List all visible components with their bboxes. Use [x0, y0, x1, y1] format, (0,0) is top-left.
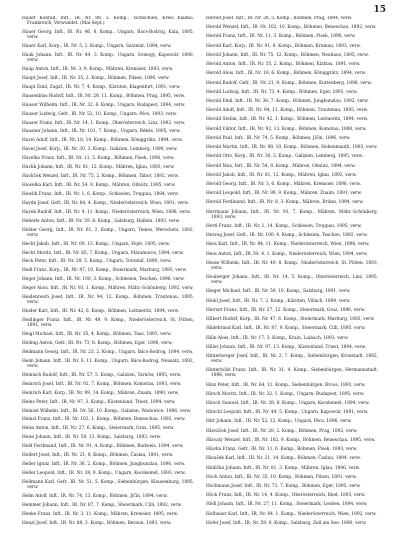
- list-entry: Helfert Josef, Inft., IR. Nr. 21, 8. Komp., Böhmen, Časlau, 1891, verw.: [22, 453, 174, 459]
- list-entry: Haupt Josef, Inft., IR. Nr. 35, 2. Komp., Böhmen, Pilsen, 1896, verw.: [22, 75, 170, 81]
- list-entry: Herold Ferdinand, Inft., IR. Nr. 8, 3. Komp., Mähren, Brünn, 1894, verw.: [206, 200, 364, 206]
- list-entry: Herold Johann, Inft., IR. Nr. 75, 12. Komp., Böhmen, Neuhaus, 1895, verw.: [206, 52, 369, 58]
- list-entry: Hierzer Franz, Inft., IR. Nr. 27, 12. Komp., Steiermark, Graz, 1896, verw.: [206, 307, 366, 313]
- list-entry: Hirsch Samuel, Inft., IR. Nr. 38, 8. Komp., Ungarn, Kecskemét, 1894, verw.: [206, 401, 370, 406]
- list-entry: Heidinger Franz, Inft., IR. Nr. 49, 9. Komp., Niederösterreich, St. Pölten, 1891, verw.: [22, 318, 194, 329]
- list-entry: Havel Adolf, Inft., IR. Nr. 18, 14. Komp., Böhmen, Königgrätz, 1894, verw.: [22, 138, 183, 144]
- list-entry: Hirt Johann, Inft., IR. Nr. 52, 12. Komp., Ungarn, Pécs, 1896, verw.: [206, 419, 352, 425]
- list-entry: Heger Alois, Inft., IR. Nr. 93, 1. Komp., Mähren, Mähr.-Schönberg, 1892, verw.: [22, 286, 194, 292]
- list-entry: Hesse Wilhelm, Inft., IR. Nr. 49, 8. Komp., Niederösterreich, St. Pölten, 1893, verw.: [206, 260, 378, 271]
- list-entry: Hecht Jakob, Inft., IR. Nr. 69, 13. Komp., Ungarn, Fejér, 1895, verw.: [22, 241, 170, 247]
- list-entry: Havel Josef, Korp., IR. Nr. 30, 3. Komp., Galizien, Lemberg, 1890, verw.: [22, 147, 178, 153]
- list-entry: Hecht Moritz, Inft., IR. Nr. 85, 7. Komp., Ungarn, Máramaros, 1894, verw.: [22, 250, 184, 256]
- list-entry: Hellmann Karl, Gefr., IR. Nr. 51, 5. Komp., Siebenbürgen, Klausenburg, 1895, verw.: [22, 479, 194, 490]
- list-entry: Herold Georg, Inft., IR. Nr. 3, 6. Komp., Mähren, Kremsier, 1896, verw.: [206, 181, 361, 187]
- list-entry: Herold Emil, Inft., IR. Nr. 36, 7. Komp., Böhmen, Jungbunzlau, 1892, verw.: [206, 98, 369, 104]
- list-entry: Hofer Josef, Inft., IR. Nr. 59, 8. Komp., Salzburg, Zell am See, 1896, verw.: [206, 520, 367, 526]
- list-entry: Hille Alois, Inft., IR. Nr. 17, 3. Komp., Krain, Laibach, 1893, verw.: [206, 335, 349, 341]
- list-entry: Hildebrand Karl, Inft., IR. Nr. 87, 9. Komp., Steiermark, Cilli, 1895, verw.: [206, 326, 366, 332]
- list-entry: Hlaváček Josef, Inft., IR. Nr. 28, 2. Komp., Böhmen, Prag, 1892, verw.: [206, 428, 358, 434]
- list-entry: Herold Jakob, Inft., IR. Nr. 81, 12. Komp., Mähren, Iglau, 1892, verw.: [206, 172, 357, 178]
- list-entry: Hilbert Rudolf, Korp., IR. Nr. 47, 6. Komp., Steiermark, Marburg, 1892, verw.: [206, 317, 375, 323]
- list-entry: Hauser Ludwig, Gefr., IR. Nr. 52, 10. Komp., Ungarn, Pécs, 1893, verw.: [22, 111, 178, 117]
- list-entry: Hess Anton, Inft., IR. Nr. 4, 1. Komp., Niederösterreich, Wien, 1894, verw.: [206, 251, 368, 257]
- list-entry: Heck Peter, Inft., IR. Nr. 29, 5. Komp., Ungarn, Torontál, 1890, verw.: [22, 259, 172, 265]
- columns: [22, 16, 378, 526]
- list-entry: Hebler Georg, Inft., IR. Nr. 61, 2. Komp., Ungarn, Temes, Werschetz, 1892, verw.: [22, 227, 194, 238]
- list-entry: Heinisch Rudolf, Inft., IR. Nr. 57, 5. Komp., Galizien, Tarnów, 1895, verw.: [22, 372, 182, 378]
- list-entry: Hauer Konrad, Inft., IR. Nr. 88, 5. Komp., Tschechien, Kreis Kladno, Frankreich, Verwundet. (Mai-Sept.): [22, 16, 194, 27]
- list-entry: Hauk Johann, Inft., IR. Nr. 44, 3. Komp., Ungarn, Somogy, Kaposvár, 1890, verw.: [22, 52, 194, 64]
- list-entry: Herold Josef, Inft., IR. Nr. 28, 5. Komp., Böhmen, Prag, 1894, verw.: [206, 16, 353, 21]
- list-entry: Hloušek Karl, Inft., IR. Nr. 21, 14. Komp., Böhmen, Časlau, 1894, verw.: [206, 456, 361, 462]
- list-entry: Hinz Peter, Inft., IR. Nr. 64, 11. Komp., Siebenbürgen, Broos, 1893, verw.: [206, 382, 366, 388]
- list-entry: Hirsch Moritz, Inft., IR. Nr. 32, 1. Komp., Ungarn, Budapest, 1895, verw.: [206, 391, 365, 397]
- list-entry: Hauer Georg, Inft., IR. Nr. 46, 8. Komp., Ungarn, Bács-Bodrog, Kula, 1895, verw.: [22, 30, 194, 41]
- list-entry: Hess Karl, Inft., IR. Nr. 84, 11. Komp., Niederösterreich, Wien, 1896, verw.: [206, 242, 370, 248]
- list-entry: Heinrich Karl, Korp., IR. Nr. 99, 14. Komp., Mähren, Znaim, 1890, verw.: [22, 390, 180, 396]
- list-entry: Höck Franz, Inft., IR. Nr. 14, 4. Komp., Oberösterreich, Ried, 1893, verw.: [206, 493, 366, 499]
- list-entry: Herold Karl, Korp., IR. Nr. 91, 8. Komp., Böhmen, Krumau, 1893, verw.: [206, 43, 361, 49]
- list-entry: Hertl Franz, Inft., IR. Nr. 1, 14. Komp., Schlesien, Troppau, 1895, verw.: [206, 223, 362, 229]
- list-entry: Hawelka Karl, Inft., IR. Nr. 54, 9. Komp., Mähren, Olmütz, 1895, verw.: [22, 182, 176, 188]
- list-entry: Hausenblas Rudolf, Inft., IR. Nr. 28, 11. Komp., Böhmen, Prag, 1895, verw.: [22, 93, 186, 99]
- list-entry: Herzog Josef, Gefr., IR. Nr. 100, 4. Komp., Schlesien, Teschen, 1892, verw.: [206, 233, 368, 239]
- list-entry: Herold Anton, Inft., IR. Nr. 35, 2. Komp., Böhmen, Klattau, 1891, verw.: [206, 62, 361, 68]
- list-entry: Heller Leopold, Inft., IR. Nr. 38, 9. Komp., Ungarn, Kecskemét, 1893, verw.: [22, 470, 186, 476]
- list-entry: Hödl Johann, Inft., IR. Nr. 27, 11. Komp., Steiermark, Leoben, 1894, verw.: [206, 502, 368, 508]
- list-entry: Heinzl Franz, Inft., IR. Nr. 102, 1. Komp., Böhmen, Beneschau, 1892, verw.: [22, 417, 186, 423]
- list-entry: Heigl Michael, Inft., IR. Nr. 35, 4. Komp., Böhmen, Taus, 1893, verw.: [22, 332, 172, 338]
- list-entry: Heiss Johann, Inft., IR. Nr. 59, 12. Komp., Salzburg, 1893, verw.: [22, 435, 162, 441]
- list-entry: Heiss Anton, Inft., IR. Nr. 27, 6. Komp., Steiermark, Graz, 1895, verw.: [22, 426, 175, 432]
- list-entry: Herold Franz, Inft., IR. Nr. 11, 3. Komp., Böhmen, Pisek, 1896, verw.: [206, 34, 356, 40]
- list-entry: Hawlik Franz, Inft., IR. Nr. 1, 6. Komp., Schlesien, Troppau, 1894, verw.: [22, 191, 179, 197]
- list-entry: Hinterhölzl Franz, Inft., IR. Nr. 31, 4. Komp., Siebenbürgen, Hermannstadt, 1896, verw.: [206, 368, 378, 379]
- list-entry: Hieger Michael, Inft., IR. Nr. 59, 10. Komp., Salzburg, 1891, verw.: [206, 289, 351, 295]
- list-entry: Hayek Rudolf, Inft., IR. Nr. 4, 11. Komp., Niederösterreich, Wien, 1896, verw.: [22, 209, 191, 215]
- list-entry: Hausner Johann, Inft., IR. Nr. 101, 7. Komp., Ungarn, Békés, 1895, verw.: [22, 129, 181, 135]
- list-entry: Hemmer Johann, Inft., IR. Nr. 87, 7. Komp., Steiermark, Cilli, 1892, verw.: [22, 502, 182, 508]
- list-entry: Heiling Anton, Gefr., IR. Nr. 73, 8. Komp., Böhmen, Eger, 1896, verw.: [22, 340, 173, 346]
- list-entry: Hofbauer Karl, Inft., IR. Nr. 84, 1. Komp., Niederösterreich, Wien, 1892, verw.: [206, 511, 377, 517]
- list-entry: Havlík Johann, Inft., IR. Nr. 81, 12. Komp., Mähren, Iglau, 1893, verw.: [22, 165, 175, 171]
- list-entry: Herold Wenzel, Inft., IR. Nr. 102, 10. Komp., Böhmen, Beneschau, 1892, verw.: [206, 25, 377, 31]
- right-column: [206, 16, 378, 526]
- list-entry: Hiller Johann, Inft., IR. Nr. 97, 13. Komp., Küstenland, Triest, 1894, verw.: [206, 344, 367, 350]
- list-entry: Herold Viktor, Inft., IR. Nr. 92, 13. Komp., Böhmen, Komotau, 1890, verw.: [206, 126, 367, 132]
- list-entry: Heim Johann, Inft., IR. Nr. 6, 11. Komp., Ungarn, Bács-Bodrog, Neusatz, 1892, verw.: [22, 358, 194, 369]
- list-entry: Held Ferdinand, Inft., IR. Nr. 91, 4. Komp., Böhmen, Budweis, 1894, verw.: [22, 444, 184, 450]
- list-entry: Helm Adolf, Inft., IR. Nr. 74, 13. Komp., Böhmen, Jičín, 1894, verw.: [22, 493, 168, 499]
- list-entry: Heller Ignaz, Inft., IR. Nr. 36, 2. Komp., Böhmen, Jungbunzlau, 1896, verw.: [22, 462, 186, 468]
- list-entry: Hirschl Leopold, Inft., IR. Nr. 44, 5. Komp., Ungarn, Kaposvár, 1891, verw.: [206, 410, 369, 416]
- list-entry: Herold Alois, Inft., IR. Nr. 18, 6. Komp., Böhmen, Königgrätz, 1894, verw.: [206, 71, 366, 77]
- list-entry: Henzl Josef, Inft., IR. Nr. 88, 3. Komp., Böhmen, Beraun, 1893, verw.: [22, 520, 172, 526]
- list-entry: Heuberger Johann, Inft., IR. Nr. 14, 5. Komp., Oberösterreich, Linz, 1895, verw.: [206, 275, 378, 286]
- page-number: 15: [373, 5, 386, 15]
- list-entry: Heinz Peter, Inft., IR. Nr. 97, 3. Komp., Küstenland, Triest, 1894, verw.: [22, 399, 176, 405]
- list-entry: Heilmann Georg, Inft., IR. Nr. 23, 2. Komp., Ungarn, Bács-Bodrog, 1894, verw.: [22, 349, 194, 355]
- list-entry: Heidenreich Josef, Inft., IR. Nr. 94, 12. Komp., Böhmen, Trautenau, 1895, verw.: [22, 295, 194, 306]
- list-entry: Hlavka Franz, Gefr., IR. Nr. 11, 6. Komp., Böhmen, Písek, 1893, verw.: [206, 447, 358, 453]
- list-entry: Hinterberger Josef, Inft., IR. Nr. 2, 7. Komp., Siebenbürgen, Kronstadt, 1892, verw.: [206, 353, 378, 365]
- list-entry: Havlíček Wenzel, Inft., IR. Nr. 75, 2. Komp., Böhmen, Tábor, 1892, verw.: [22, 174, 180, 180]
- list-entry: Heger Johann, Inft., IR. Nr. 100, 3. Komp., Schlesien, Teschen, 1896, verw.: [22, 277, 185, 283]
- list-entry: Hlavatý Wenzel, Inft., IR. Nr. 102, 9. Komp., Böhmen, Beneschau, 1895, verw.: [206, 437, 376, 443]
- list-entry: Hoch Anton, Inft., IR. Nr. 35, 10. Komp., Böhmen, Pilsen, 1891, verw.: [206, 474, 357, 480]
- list-entry: Heider Karl, Inft., IR. Nr. 42, 6. Komp., Böhmen, Leitmeritz, 1894, verw.: [22, 309, 180, 315]
- list-entry: Herold Paul, Inft., IR. Nr. 74, 5. Komp., Böhmen, Jičín, 1896, verw.: [206, 135, 351, 141]
- list-entry: Herold Rudolf, Gefr., IR. Nr. 21, 9. Komp., Böhmen, Kuttenberg, 1896, verw.: [206, 80, 372, 86]
- list-entry: Haupt Emil, Zugsf., IR. Nr. 7, 4. Komp., Kärnten, Klagenfurt, 1891, verw.: [22, 84, 181, 90]
- list-entry: Heinrich Josef, Inft., IR. Nr. 92, 7. Komp., Böhmen, Komotau, 1893, verw.: [22, 381, 182, 387]
- list-entry: Hauer Karl, Korp., IR. Nr. 5, 2. Komp., Ungarn, Szatmár, 1894, verw.: [22, 44, 172, 50]
- list-entry: Herold Stefan, Inft., IR. Nr. 42, 1. Komp., Böhmen, Leitmeritz, 1894, verw.: [206, 117, 369, 123]
- list-entry: Herold Adolf, Inft., IR. Nr. 94, 11. Komp., Böhmen, Trautenau, 1895, verw.: [206, 108, 369, 114]
- list-entry: Henke Franz, Inft., IR. Nr. 3, 11. Komp., Mähren, Kremsier, 1895, verw.: [22, 511, 179, 517]
- list-entry: Havelka Franz, Inft., IR. Nr. 11, 5. Komp., Böhmen, Písek, 1896, verw.: [22, 156, 175, 162]
- list-entry: Hochmann Josef, Inft., IR. Nr. 73, 7. Komp., Böhmen, Eger, 1895, verw.: [206, 483, 361, 489]
- list-entry: Herold Martin, Inft., IR. Nr. 98, 10. Komp., Böhmen, Hohenmauth, 1893, verw.: [206, 145, 378, 151]
- list-entry: Herold Otto, Korp., IR. Nr. 30, 2. Komp., Galizien, Lemberg, 1895, verw.: [206, 154, 364, 160]
- list-entry: Herold Leopold, Inft., IR. Nr. 99, 9. Komp., Mähren, Znaim, 1891, verw.: [206, 191, 362, 197]
- list-entry: Herrmann Johann, Inft., IR. Nr. 93, 7. Komp., Mähren, Mähr.-Schönberg, 1893, verw.: [206, 209, 378, 220]
- list-entry: Hauser Wilhelm, Inft., IR. Nr. 32, 6. Komp., Ungarn, Budapest, 1894, verw.: [22, 102, 186, 108]
- list-entry: Herold Ludwig, Inft., IR. Nr. 73, 4. Komp., Böhmen, Eger, 1893, verw.: [206, 89, 358, 95]
- list-entry: Heberle Anton, Inft., IR. Nr. 59, 8. Komp., Salzburg, Hallein, 1893, verw.: [22, 218, 181, 224]
- list-entry: Hiebl Josef, Inft., IR. Nr. 7, 2. Komp., Kärnten, Villach, 1894, verw.: [206, 298, 351, 304]
- list-entry: Hedl Franz, Korp., IR. Nr. 47, 10. Komp., Steiermark, Marburg, 1893, verw.: [22, 268, 187, 274]
- list-entry: Haydn Josef, Gefr., IR. Nr. 84, 4. Komp., Niederösterreich, Wien, 1891, verw.: [22, 200, 189, 206]
- list-entry: Heinzel Wilhelm, Inft., IR. Nr. 56, 10. Komp., Galizien, Wadowice, 1896, verw.: [22, 408, 192, 414]
- list-entry: Hnilička Johann, Inft., IR. Nr. 81, 3. Komp., Mähren, Iglau, 1896, verw.: [206, 465, 361, 471]
- left-column: [22, 16, 194, 526]
- list-entry: Haup Anton, Inft., IR. Nr. 3, 9. Komp., Mähren, Kremsier, 1893, verw.: [22, 66, 174, 72]
- list-entry: Hauser Franz, Inft., IR. Nr. 14, 1. Komp., Oberösterreich, Linz, 1892, verw.: [22, 120, 186, 126]
- list-entry: Herold Max, Inft., IR. Nr. 54, 8. Komp., Mähren, Olmütz, 1894, verw.: [206, 163, 356, 169]
